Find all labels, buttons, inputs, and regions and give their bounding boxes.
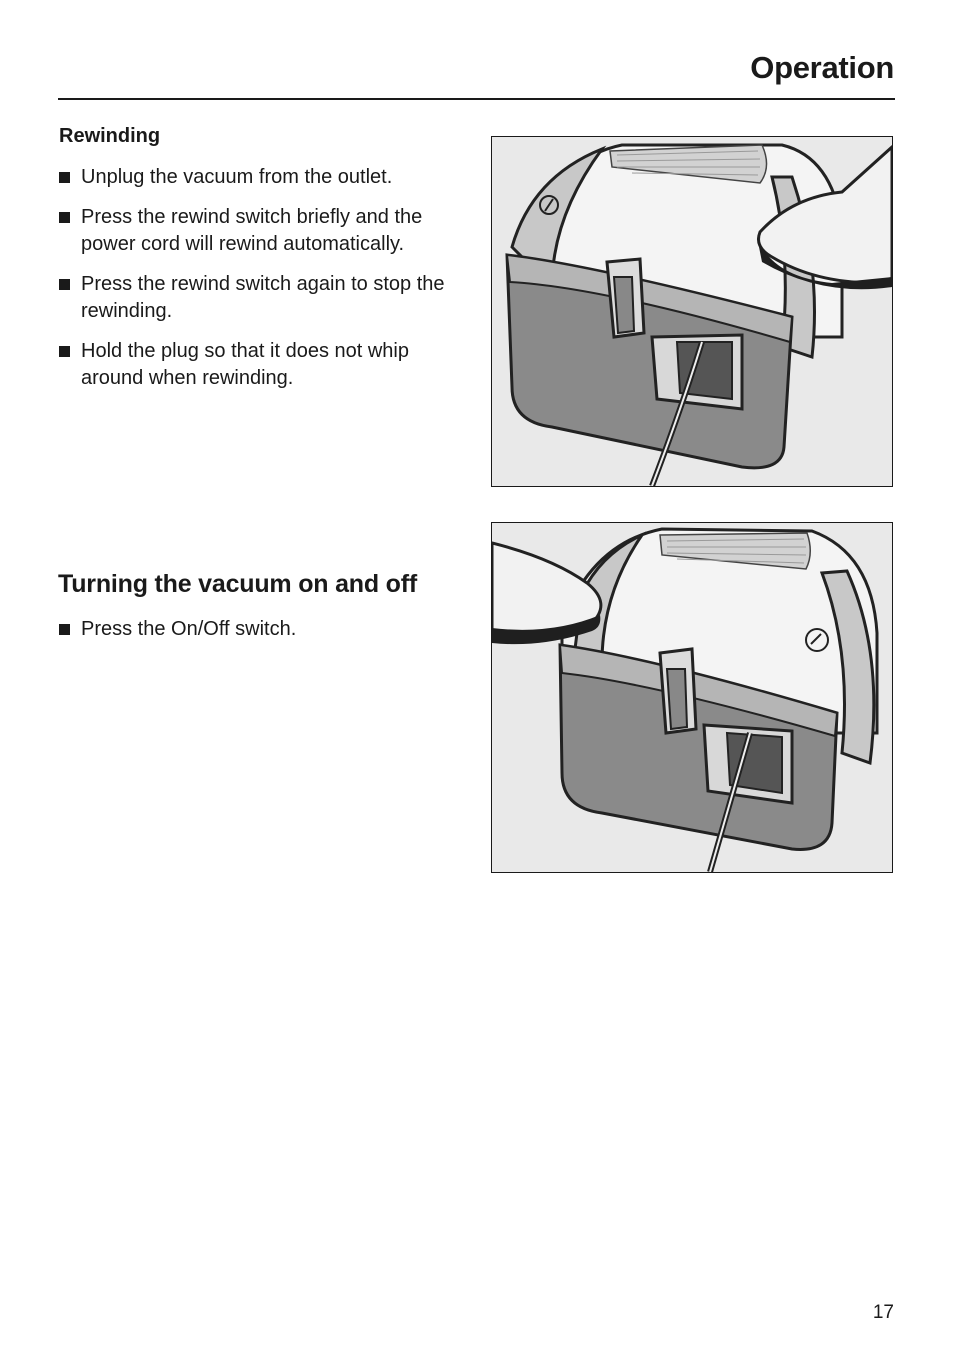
- rewinding-steps: [58, 164, 468, 405]
- square-bullet-icon: [59, 212, 70, 223]
- list-item: Press the rewind switch again to stop the rewinding.: [58, 271, 468, 325]
- rewind-illustration: [491, 136, 893, 487]
- on-off-illustration: [491, 522, 893, 873]
- header-divider: [58, 98, 895, 100]
- square-bullet-icon: [59, 346, 70, 357]
- list-item: Unplug the vacuum from the outlet.: [58, 164, 468, 191]
- on-off-heading: Turning the vacuum on and off: [58, 570, 417, 598]
- square-bullet-icon: [59, 279, 70, 290]
- page-title: Operation: [750, 50, 894, 85]
- rewinding-heading: Rewinding: [59, 125, 161, 147]
- square-bullet-icon: [59, 172, 70, 183]
- vacuum-rewind-icon: [492, 137, 892, 486]
- vacuum-power-icon: [492, 523, 892, 872]
- on-off-steps: [58, 616, 468, 656]
- list-item: Hold the plug so that it does not whip around when rewinding.: [58, 338, 468, 392]
- list-item: Press the On/Off switch.: [58, 616, 468, 643]
- square-bullet-icon: [59, 624, 70, 635]
- page-number: 17: [872, 1302, 894, 1323]
- list-item: Press the rewind switch briefly and the power cord will rewind automatically.: [58, 204, 468, 258]
